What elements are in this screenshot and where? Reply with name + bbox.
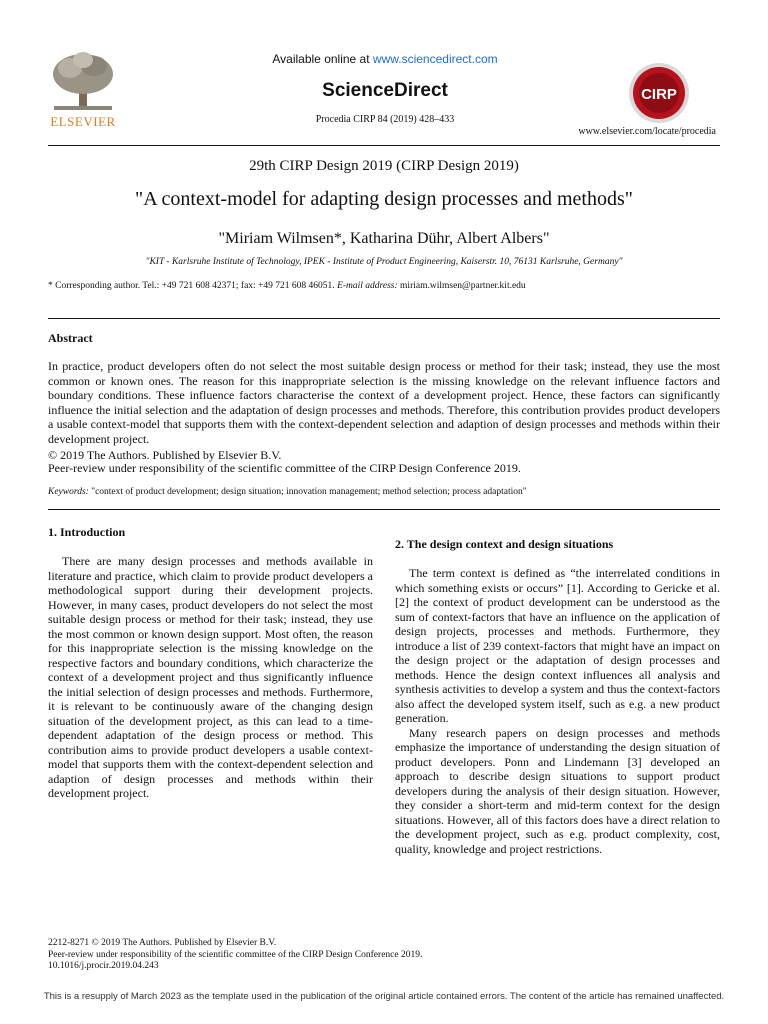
- abstract-bottom-divider: [48, 509, 720, 510]
- email-label: E-mail address:: [337, 281, 398, 291]
- sciencedirect-link[interactable]: www.sciencedirect.com: [372, 52, 498, 66]
- keywords-list: "context of product development; design situation; innovation management; method selection; process adaptation": [88, 487, 527, 497]
- page-footer: [48, 938, 720, 973]
- resupply-notice: This is a resupply of March 2023 as the template used in the publication of the original article contained errors. The content of the article has remained unaffected.: [43, 991, 725, 1002]
- corresponding-author: [48, 281, 720, 291]
- elsevier-tree-icon: [50, 50, 116, 112]
- abstract-heading: Abstract: [48, 331, 93, 345]
- section-body-design-context: [395, 566, 720, 856]
- email-address[interactable]: miriam.wilmsen@partner.kit.edu: [397, 281, 526, 291]
- elsevier-wordmark: ELSEVIER: [50, 114, 116, 129]
- section-body-introduction: [48, 554, 373, 801]
- keywords: [48, 487, 720, 497]
- section-heading-introduction: 1. Introduction: [48, 525, 126, 539]
- section-heading-design-context: 2. The design context and design situations: [395, 537, 614, 551]
- available-online: [200, 52, 570, 66]
- corresponding-contact: * Corresponding author. Tel.: +49 721 608 42371; fax: +49 721 608 46051.: [48, 281, 338, 291]
- header-divider: [48, 145, 720, 146]
- affiliation: "KIT - Karlsruhe Institute of Technology, IPEK - Institute of Product Engineering, Kaiserstr. 10, 76131 Karlsruhe, Germany": [145, 257, 623, 267]
- abstract-top-divider: [48, 318, 720, 319]
- footer-peer-review: Peer-review under responsibility of the scientific committee of the CIRP Design Conference 2019.: [48, 949, 423, 960]
- issn-line: 2212-8271 © 2019 The Authors. Published by Elsevier B.V.: [48, 938, 277, 948]
- paragraph: Many research papers on design processes and methods emphasize the importance of understanding the design situation of product developers. Ponn and Lindemann [3] developed an approach to describe design situations to support product developers during the analysis of their design situation. However, they consider a short-term and mid-term context for the design situations. However, all of this factors does have a direct relation to the development project, such as e.g. product complexity, cost, quality, knowledge and project restrictions.: [395, 725, 720, 856]
- doi[interactable]: 10.1016/j.procir.2019.04.243: [48, 961, 159, 971]
- author-list: "Miriam Wilmsen*, Katharina Dühr, Albert Albers": [218, 230, 550, 247]
- cirp-logo-text: CIRP: [641, 86, 677, 103]
- journal-url[interactable]: www.elsevier.com/locate/procedia: [578, 126, 716, 137]
- paragraph: The term context is defined as “the interrelated conditions in which something exists or occurs” [1]. According to Gericke et al. [2] the context of product development can be understood as the sum of context-factors that have an influence on the application of design projects, processes and methods. Furthermore, they introduce a list of 239 context-factors that might have an impact on the design project or the adaptation of design processes and methods. Hence the design context influences all analysis and synthesis activities to develop a system and thus the context-factors also affect the developed system itself, such as e.g. a new product generation.: [395, 566, 720, 725]
- journal-reference: Procedia CIRP 84 (2019) 428–433: [315, 114, 455, 125]
- cirp-logo: [628, 62, 690, 124]
- abstract-text: In practice, product developers often do not select the most suitable design process or method for their task; instead, they use the most common or known ones. The reason for this inappropriate selection is the missing knowledge on the relevant influence factors and boundary conditions. These influence factors characterise the context of a development project. Hence, these factors can significantly influence the initial selection and the adaptation of design processes and methods. Therefore, this contribution provides product developers a usable context-model that supports them with the context-dependent selection and adaption of design processes and methods within their development project.: [48, 359, 720, 446]
- copyright-line: © 2019 The Authors. Published by Elsevier B.V.: [48, 448, 282, 462]
- paper-title: "A context-model for adapting design processes and methods": [135, 188, 633, 210]
- sciencedirect-brand: ScienceDirect: [322, 80, 448, 101]
- keywords-label: Keywords:: [48, 487, 89, 497]
- cirp-logo-icon: [628, 62, 690, 124]
- peer-review-line: Peer-review under responsibility of the scientific committee of the CIRP Design Conference 2019.: [48, 461, 521, 475]
- conference-name: 29th CIRP Design 2019 (CIRP Design 2019): [249, 158, 519, 174]
- paragraph: There are many design processes and methods available in literature and practice, which claim to provide product developers a methodological support during their development projects. However, in many cases, product developers do not select the most suitable design process or method for their task; instead, they use the most common or known design support. Most often, the reason for this inappropriate selection is the missing knowledge on the respective factors and boundary conditions, which characterize the context of a development project and thus significantly influence the initial selection of design processes and methods. Furthermore, it is relevant to be continuously aware of the changing design situation of the development project, as this can lead to a time-dependent adaptation of the design process or method. This contribution aims to provide product developers a usable context-model that supports them with the context-dependent selection and adaption of design processes and methods within their development project.: [48, 554, 373, 800]
- elsevier-logo: [47, 50, 119, 130]
- copyright-block: [48, 449, 720, 475]
- available-prefix: Available online at: [272, 52, 373, 66]
